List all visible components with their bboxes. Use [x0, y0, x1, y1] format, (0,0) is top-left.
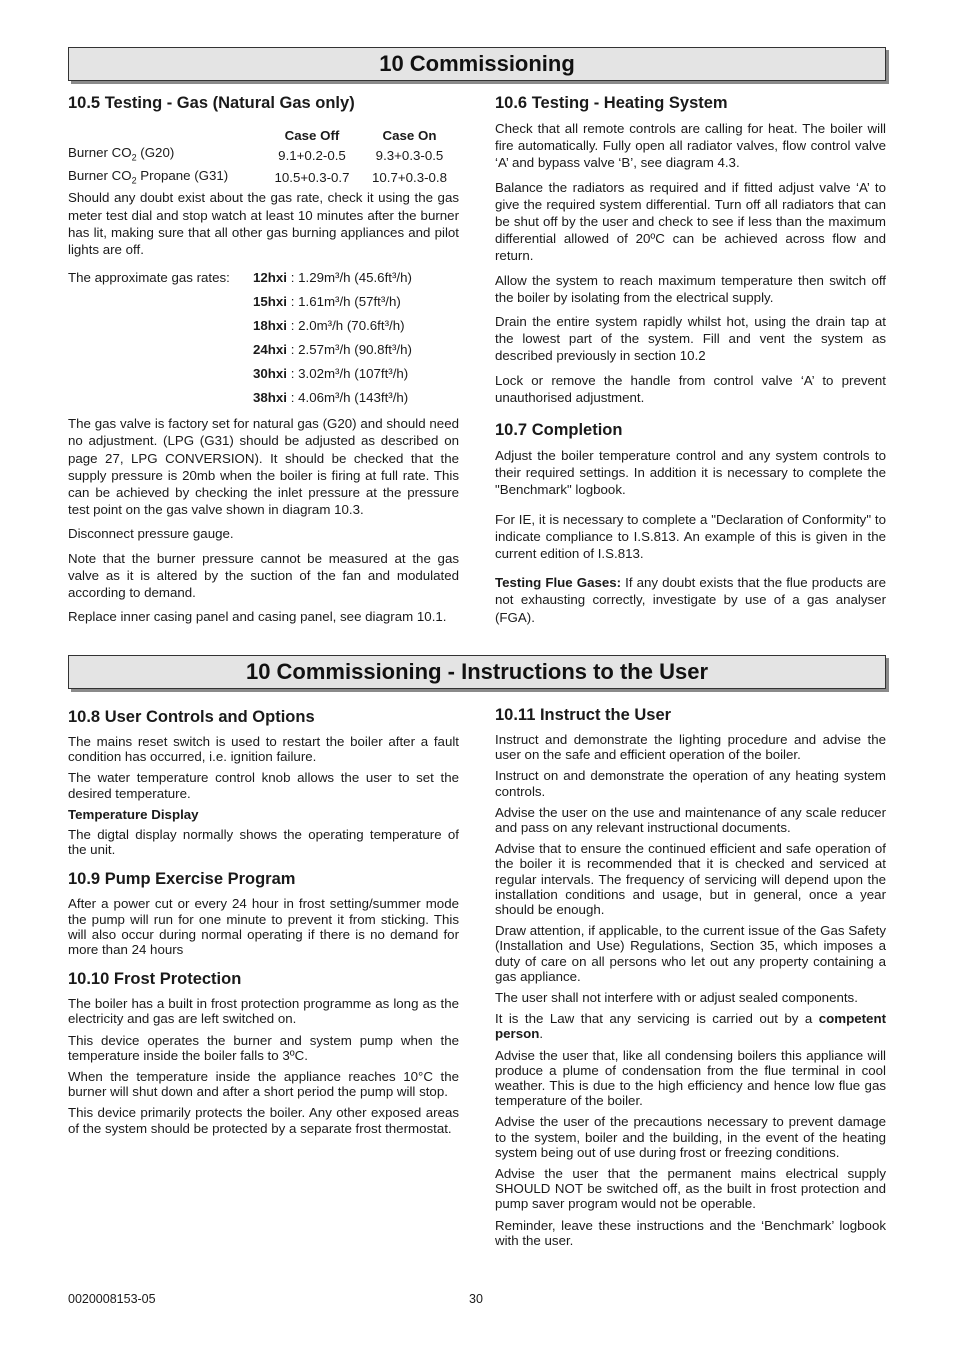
table-row — [68, 144, 459, 167]
paragraph: Draw attention, if applicable, to the current issue of the Gas Safety (Installation and Use) Regulations, Section 35, which imposes a duty of care on all persons who let out any property containing a gas appliance. — [495, 923, 886, 984]
section-10-6 — [495, 93, 886, 633]
banner-title: 10 Commissioning - Instructions to the User — [245, 659, 709, 684]
paragraph: This device primarily protects the boiler. Any other exposed areas of the system should be protected by a separate frost thermostat. — [68, 1105, 459, 1136]
paragraph: Replace inner casing panel and casing panel, see diagram 10.1. — [68, 609, 447, 625]
rates-label: The approximate gas rates: — [68, 269, 230, 285]
paragraph: Advise the user of the precautions necessary to prevent damage to the system, boiler and the building, in the event of the heating system being out of use during frost or freezing conditions. — [495, 1114, 886, 1160]
paragraph: Advise that to ensure the continued efficient and safe operation of the boiler it is recommended that it is checked and serviced at regular intervals. The frequency of servicing will depend upon the installation conditions and usage, but in general, once a year should be enough. — [495, 841, 886, 918]
section-heading: 10.8 User Controls and Options — [68, 708, 315, 726]
section-10-8 — [68, 707, 459, 1142]
paragraph: Testing Flue Gases: If any doubt exists that the flue products are not exhausting correctly, investigate by use of a gas analyser (FGA). — [495, 575, 886, 625]
paragraph: Disconnect pressure gauge. — [68, 526, 234, 542]
paragraph: Advise the user that, like all condensing boilers this appliance will produce a plume of condensation from the flue terminal in cool weather. This is due to the high efficiency and hence low flue gas temperature of the boiler. — [495, 1047, 886, 1109]
page-number: 30 — [469, 1292, 483, 1306]
row-label: Burner $CO_2$ (G20) — [68, 145, 175, 163]
cell-case-off: 10.5+0.3-0.7 — [274, 170, 350, 186]
paragraph: Reminder, leave these instructions and the ‘Benchmark’ logbook with the user. — [495, 1217, 886, 1248]
table-row — [68, 167, 459, 190]
cell-case-on: 9.3+0.3-0.5 — [375, 147, 444, 163]
paragraph: Instruct on and demonstrate the operation of any heating system controls. — [495, 768, 886, 799]
document-number: 0020008153-05 — [68, 1292, 156, 1306]
paragraph: Advise the user that the permanent mains electrical supply SHOULD NOT be switched off, as the built in frost protection and pump saver program would not be operable. — [495, 1166, 886, 1212]
list-item: 38hxi : 4.06m³/h (143ft³/h) — [253, 389, 409, 405]
cell-case-off: 9.1+0.2-0.5 — [278, 147, 346, 163]
col-header-case-off: Case Off — [284, 128, 340, 143]
paragraph: For IE, it is necessary to complete a "Declaration of Conformity" to indicate compliance to I.S.813. An example of this is given in the current edition of I.S.813. — [495, 511, 886, 562]
list-item: 24hxi : 2.57m³/h (90.8ft³/h) — [253, 341, 412, 357]
section-heading: 10.9 Pump Exercise Program — [68, 870, 296, 889]
paragraph: Advise the user on the use and maintenance of any scale reducer and pass on any relevant instructional documents. — [495, 804, 886, 836]
paragraph: Instruct and demonstrate the lighting procedure and advise the user on the safe and efficient operation of the boiler. — [495, 732, 886, 763]
paragraph: The mains reset switch is used to restart the boiler after a fault condition has occurred, i.e. ignition failure. — [68, 734, 459, 765]
paragraph: It is the Law that any servicing is carried out by a competent person. — [495, 1011, 886, 1042]
gas-rates-list — [68, 265, 459, 409]
banner-title: 10 Commissioning — [379, 51, 575, 76]
gas-co2-table — [68, 127, 459, 189]
paragraph: Allow the system to reach maximum temperature then switch off the boiler by isolating from the electrical supply. — [495, 272, 886, 305]
paragraph: When the temperature inside the appliance reaches 10°C the burner will shut down and after a short period the pump will stop. — [68, 1069, 459, 1100]
section-heading: 10.6 Testing - Heating System — [495, 94, 728, 112]
section-heading: 10.11 Instruct the User — [495, 706, 672, 724]
section-banner-instructions — [68, 655, 886, 689]
list-item: 15hxi : 1.61m³/h (57ft³/h) — [253, 293, 401, 309]
section-heading: 10.5 Testing - Gas (Natural Gas only) — [68, 94, 355, 112]
cell-case-on: 10.7+0.3-0.8 — [371, 170, 448, 186]
paragraph: Note that the burner pressure cannot be measured at the gas valve as it is altered by the suction of the fan and modulated according to demand. — [68, 550, 459, 600]
paragraph: Check that all remote controls are calling for heat. The boiler will fire automatically. Fully open all radiator valves, flow control valve ‘A’ and bypass valve ‘B’, see diagram 4.3. — [495, 121, 886, 171]
col-header-case-on: Case On — [382, 128, 437, 143]
paragraph: The water temperature control knob allows the user to set the desired temperature. — [68, 770, 459, 801]
subheading: Temperature Display — [68, 806, 199, 822]
list-item: The approximate gas rates: 12hxi : 1.29m³/h (45.6ft³/h) — [68, 269, 412, 285]
section-10-11 — [495, 705, 886, 1254]
paragraph: This device operates the burner and system pump when the temperature inside the boiler falls to 3ºC. — [68, 1032, 459, 1063]
row-label: Burner $CO_2$ Propane (G31) — [68, 167, 229, 186]
section-banner-commissioning — [68, 47, 886, 81]
paragraph: Balance the radiators as required and if fitted adjust valve ‘A’ to give the required system differential. Turn off all radiators that can be shut off by the user and check to see if less than the maximum differential allowed of 20ºC can be achieved across flow and return. — [495, 179, 886, 264]
paragraph: Drain the entire system rapidly whilst hot, using the drain tap at the lowest part of the system. Fill and vent the system as described previously in section 10.2 — [495, 314, 886, 364]
paragraph: The boiler has a built in frost protection programme as long as the electricity and gas are left switched on. — [68, 996, 459, 1027]
paragraph: The user shall not interfere with or adjust sealed components. — [495, 990, 858, 1006]
section-10-5 — [68, 93, 459, 632]
paragraph: After a power cut or every 24 hour in frost setting/summer mode the pump will run for one minute to prevent it from sticking. This will also occur during normal operating if there is no demand for more than 24 hours — [68, 896, 459, 958]
list-item: 30hxi : 3.02m³/h (107ft³/h) — [253, 365, 409, 381]
paragraph: The digtal display normally shows the operating temperature of the unit. — [68, 827, 459, 858]
list-item: 18hxi : 2.0m³/h (70.6ft³/h) — [253, 317, 405, 333]
section-heading: 10.10 Frost Protection — [68, 970, 242, 989]
section-heading: 10.7 Completion — [495, 421, 623, 440]
paragraph: Lock or remove the handle from control valve ‘A’ to prevent unauthorised adjustment. — [495, 372, 886, 405]
paragraph: Should any doubt exist about the gas rate, check it using the gas meter test dial and stop watch at least 10 minutes after the burner has lit, making sure that all other gas burning appliances and pilot lights are off. — [68, 190, 459, 257]
paragraph: The gas valve is factory set for natural gas (G20) and should need no adjustment. (LPG (G31) should be adjusted as described on page 27, LPG CONVERSION). It should be checked that the supply pressure is 20mb when the boiler is firing at full rate. This can be achieved by checking the inlet pressure at the pressure test point on the gas valve shown in diagram 10.3. — [68, 416, 459, 518]
paragraph: Adjust the boiler temperature control and any system controls to their required settings. In addition it is necessary to complete the "Benchmark" logbook. — [495, 448, 886, 498]
